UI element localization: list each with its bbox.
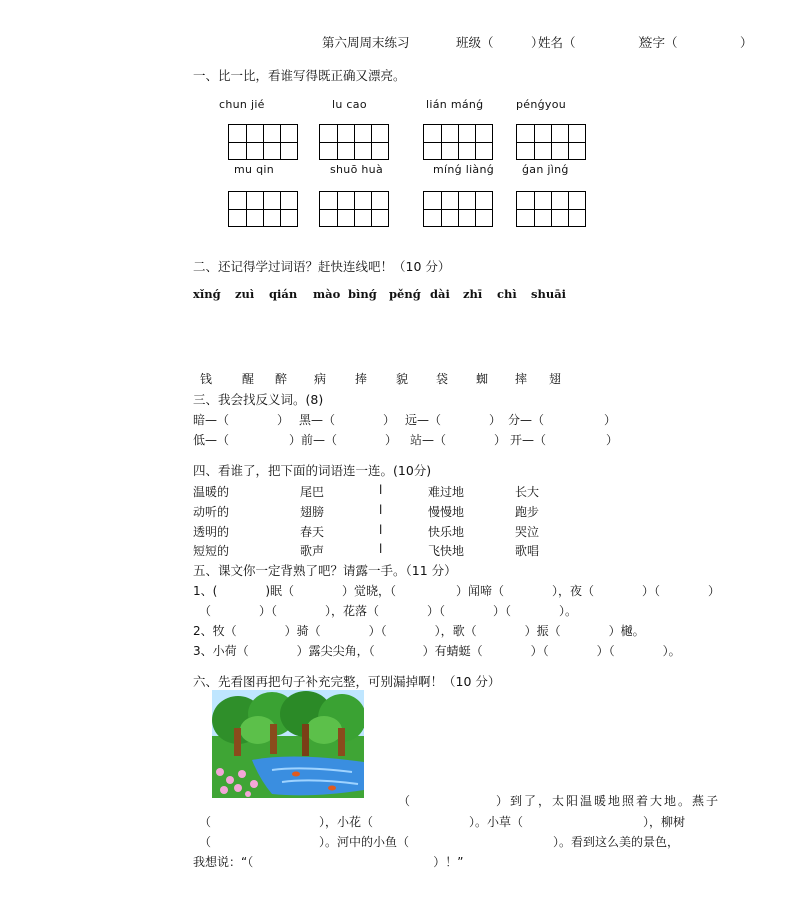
match-word[interactable]: 慢慢地: [428, 505, 465, 519]
writing-grid[interactable]: [319, 124, 389, 160]
recite-line[interactable]: （ ）（ ），花落（ ）（ ）（ ）。: [199, 604, 578, 618]
antonym-item[interactable]: 低—（ ）: [193, 433, 302, 447]
pinyin-label: lu cao: [332, 98, 367, 111]
writing-grid[interactable]: [319, 191, 389, 227]
match-pinyin[interactable]: mào: [313, 287, 341, 301]
match-char[interactable]: 醒: [242, 372, 255, 386]
page-title: 第六周周末练习: [322, 35, 410, 50]
match-word[interactable]: 飞快地: [428, 544, 465, 558]
sentence-line[interactable]: （ ）到了，太阳温暖地照着大地。燕子: [398, 794, 721, 808]
pinyin-label: ǵan jìnǵ: [522, 163, 569, 176]
writing-grid[interactable]: [516, 191, 586, 227]
sentence-line[interactable]: （ ）。河中的小鱼（ ）。看到这么美的景色，: [199, 835, 680, 849]
writing-grid[interactable]: [228, 124, 298, 160]
pinyin-label: pénǵyou: [516, 98, 567, 111]
match-word[interactable]: 透明的: [193, 525, 230, 539]
match-char[interactable]: 钱: [200, 372, 213, 386]
match-word[interactable]: 难过地: [428, 485, 465, 499]
section3-heading: 三、我会找反义词。(8): [193, 392, 324, 407]
pinyin-label: lián mánǵ: [426, 98, 484, 111]
writing-grid[interactable]: [423, 191, 493, 227]
match-word[interactable]: 春天: [300, 525, 325, 539]
writing-grid[interactable]: [423, 124, 493, 160]
match-pinyin[interactable]: bìnǵ: [348, 287, 377, 301]
match-word[interactable]: 长大: [515, 485, 540, 499]
divider-mark: l: [379, 483, 383, 497]
pinyin-label: mínǵ liànǵ: [433, 163, 495, 176]
match-pinyin[interactable]: chì: [497, 287, 517, 301]
match-word[interactable]: 跑步: [515, 505, 540, 519]
match-pinyin[interactable]: xǐnǵ: [193, 287, 221, 301]
match-char[interactable]: 蜘: [476, 372, 489, 386]
recite-line[interactable]: 3、小荷（ ）露尖尖角，（ ）有蜻蜓（ ）（ ）（ ）。: [193, 644, 681, 658]
match-char[interactable]: 貌: [396, 372, 409, 386]
match-char[interactable]: 醉: [275, 372, 288, 386]
match-word[interactable]: 翅膀: [300, 505, 325, 519]
antonym-item[interactable]: 黑—（ ）: [299, 413, 396, 427]
divider-mark: l: [379, 523, 383, 537]
recite-line[interactable]: 2、牧（ ）骑（ ）（ ），歌（ ）振（ ）樾。: [193, 624, 645, 638]
antonym-item[interactable]: 远—（ ）: [405, 413, 502, 427]
sentence-line[interactable]: （ ），小花（ ）。小草（ ），柳树: [199, 815, 686, 829]
match-pinyin[interactable]: shuāi: [531, 287, 567, 301]
match-pinyin[interactable]: dài: [430, 287, 450, 301]
match-pinyin[interactable]: pěnǵ: [389, 287, 421, 301]
section6-heading: 六、先看图再把句子补充完整，可别漏掉啊！（10 分）: [193, 674, 501, 689]
name-label: 姓名（ ）: [538, 35, 651, 50]
match-pinyin[interactable]: zhī: [463, 287, 483, 301]
pinyin-label: chun jié: [219, 98, 265, 111]
match-word[interactable]: 哭泣: [515, 525, 540, 539]
spring-scene-illustration: [212, 690, 364, 798]
sentence-line[interactable]: 我想说：“（ ）！”: [193, 855, 464, 869]
spring-scene-picture: [212, 690, 364, 798]
match-pinyin[interactable]: zuì: [235, 287, 255, 301]
match-word[interactable]: 快乐地: [428, 525, 465, 539]
match-pinyin[interactable]: qián: [269, 287, 298, 301]
match-word[interactable]: 温暖的: [193, 485, 230, 499]
match-word[interactable]: 歌声: [300, 544, 325, 558]
match-char[interactable]: 病: [314, 372, 327, 386]
match-char[interactable]: 翅: [549, 372, 562, 386]
section5-heading: 五、课文你一定背熟了吧？请露一手。（11 分）: [193, 563, 457, 578]
section4-heading: 四、看谁了，把下面的词语连一连。(10分): [193, 463, 432, 478]
match-word[interactable]: 动听的: [193, 505, 230, 519]
match-char[interactable]: 捧: [355, 372, 368, 386]
sign-label: 签字（ ）: [640, 35, 753, 50]
antonym-item[interactable]: 站—（ ）: [410, 433, 507, 447]
antonym-item[interactable]: 分—（ ）: [508, 413, 617, 427]
section2-heading: 二、还记得学过词语？赶快连线吧！（10 分）: [193, 259, 451, 274]
match-word[interactable]: 尾巴: [300, 485, 325, 499]
antonym-item[interactable]: 开—（ ）: [510, 433, 619, 447]
antonym-item[interactable]: 暗—（ ）: [193, 413, 290, 427]
match-char[interactable]: 袋: [436, 372, 449, 386]
divider-mark: l: [379, 542, 383, 556]
pinyin-label: mu qin: [234, 163, 274, 176]
match-word[interactable]: 歌唱: [515, 544, 540, 558]
writing-grid[interactable]: [228, 191, 298, 227]
section1-heading: 一、比一比，看谁写得既正确又漂亮。: [193, 68, 406, 83]
antonym-item[interactable]: 前—（ ）: [301, 433, 398, 447]
writing-grid[interactable]: [516, 124, 586, 160]
match-word[interactable]: 短短的: [193, 544, 230, 558]
match-char[interactable]: 摔: [515, 372, 528, 386]
class-label: 班级（ ）: [456, 35, 544, 50]
pinyin-label: shuō huà: [330, 163, 383, 176]
recite-line[interactable]: 1、( )眠（ ）觉晓，（ ）闻啼（ ），夜（ ）（ ）: [193, 584, 721, 598]
divider-mark: l: [379, 503, 383, 517]
